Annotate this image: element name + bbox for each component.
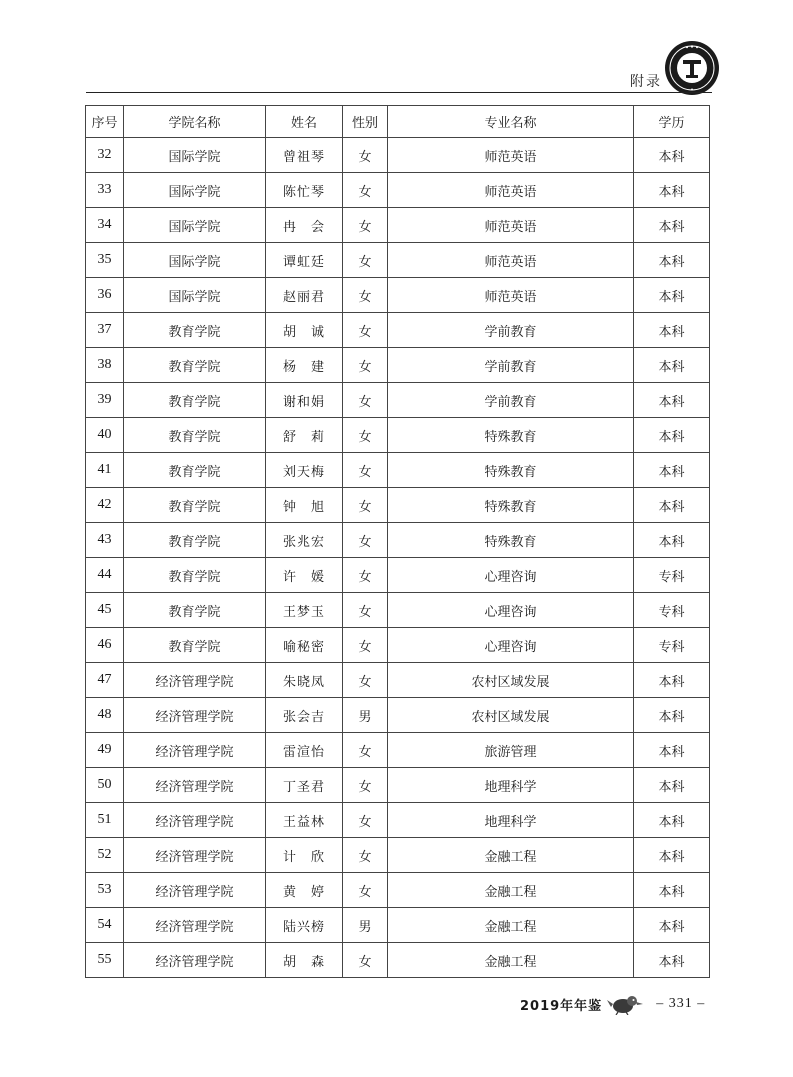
cell-name: 丁圣君 [266,768,343,803]
cell-degree: 本科 [634,453,710,488]
cell-college: 国际学院 [124,243,266,278]
mascot-icon [606,993,646,1015]
cell-major: 农村区域发展 [388,663,634,698]
cell-major: 地理科学 [388,768,634,803]
roster-table [85,105,710,978]
cell-index: 51 [86,803,124,838]
cell-degree: 本科 [634,418,710,453]
cell-major: 金融工程 [388,943,634,978]
cell-college: 经济管理学院 [124,663,266,698]
section-label: 附录 [630,74,662,90]
cell-degree: 本科 [634,348,710,383]
cell-degree: 本科 [634,243,710,278]
cell-gender: 女 [343,628,388,663]
table-row [86,208,710,243]
cell-name: 张兆宏 [266,523,343,558]
cell-degree: 本科 [634,208,710,243]
cell-college: 国际学院 [124,173,266,208]
cell-major: 师范英语 [388,243,634,278]
cell-gender: 女 [343,873,388,908]
page-footer [520,991,705,1017]
cell-major: 心理咨询 [388,628,634,663]
cell-major: 师范英语 [388,278,634,313]
cell-index: 41 [86,453,124,488]
cell-degree: 本科 [634,523,710,558]
university-seal-icon [664,40,720,96]
column-header-name: 姓名 [266,106,343,138]
table-row [86,698,710,733]
cell-name: 舒 莉 [266,418,343,453]
table-row [86,873,710,908]
table-row [86,348,710,383]
cell-gender: 女 [343,488,388,523]
table-row [86,593,710,628]
column-header-index: 序号 [86,106,124,138]
cell-name: 王益林 [266,803,343,838]
cell-degree: 本科 [634,278,710,313]
table-row [86,628,710,663]
cell-college: 教育学院 [124,418,266,453]
cell-name: 杨 建 [266,348,343,383]
cell-index: 42 [86,488,124,523]
cell-name: 雷渲怡 [266,733,343,768]
cell-index: 36 [86,278,124,313]
cell-college: 经济管理学院 [124,768,266,803]
cell-index: 33 [86,173,124,208]
cell-name: 黄 婷 [266,873,343,908]
cell-degree: 本科 [634,803,710,838]
cell-college: 教育学院 [124,348,266,383]
cell-index: 35 [86,243,124,278]
cell-degree: 本科 [634,698,710,733]
cell-name: 计 欣 [266,838,343,873]
cell-degree: 专科 [634,558,710,593]
cell-college: 国际学院 [124,278,266,313]
cell-major: 心理咨询 [388,593,634,628]
cell-major: 旅游管理 [388,733,634,768]
cell-gender: 女 [343,838,388,873]
cell-name: 王梦玉 [266,593,343,628]
cell-degree: 本科 [634,313,710,348]
cell-gender: 男 [343,908,388,943]
cell-degree: 本科 [634,908,710,943]
cell-name: 喻秘密 [266,628,343,663]
cell-gender: 女 [343,243,388,278]
cell-gender: 女 [343,733,388,768]
cell-major: 心理咨询 [388,558,634,593]
cell-college: 国际学院 [124,208,266,243]
cell-gender: 女 [343,663,388,698]
cell-major: 师范英语 [388,138,634,173]
table-row [86,733,710,768]
table-row [86,803,710,838]
cell-degree: 本科 [634,943,710,978]
cell-gender: 女 [343,313,388,348]
cell-index: 52 [86,838,124,873]
cell-degree: 本科 [634,733,710,768]
cell-major: 学前教育 [388,383,634,418]
table-row [86,138,710,173]
cell-degree: 本科 [634,768,710,803]
cell-name: 刘天梅 [266,453,343,488]
cell-gender: 女 [343,558,388,593]
cell-name: 冉 会 [266,208,343,243]
cell-degree: 专科 [634,628,710,663]
cell-college: 经济管理学院 [124,943,266,978]
cell-index: 43 [86,523,124,558]
cell-index: 49 [86,733,124,768]
cell-degree: 本科 [634,873,710,908]
table-row [86,453,710,488]
table-row [86,558,710,593]
cell-name: 赵丽君 [266,278,343,313]
cell-index: 45 [86,593,124,628]
cell-index: 54 [86,908,124,943]
table-row [86,838,710,873]
cell-name: 张会吉 [266,698,343,733]
cell-gender: 女 [343,138,388,173]
cell-college: 经济管理学院 [124,908,266,943]
table-row [86,908,710,943]
table-row [86,488,710,523]
table-row [86,173,710,208]
cell-college: 经济管理学院 [124,733,266,768]
cell-name: 胡 诚 [266,313,343,348]
cell-major: 特殊教育 [388,488,634,523]
table-row [86,278,710,313]
cell-college: 教育学院 [124,488,266,523]
cell-index: 48 [86,698,124,733]
cell-degree: 本科 [634,138,710,173]
cell-gender: 女 [343,803,388,838]
cell-gender: 女 [343,768,388,803]
cell-gender: 女 [343,593,388,628]
column-header-gender: 性别 [343,106,388,138]
page-number: – 331 – [656,996,706,1011]
table-row [86,943,710,978]
cell-name: 谭虹廷 [266,243,343,278]
cell-college: 教育学院 [124,593,266,628]
cell-college: 经济管理学院 [124,803,266,838]
cell-college: 教育学院 [124,383,266,418]
cell-index: 50 [86,768,124,803]
cell-major: 师范英语 [388,208,634,243]
cell-major: 师范英语 [388,173,634,208]
cell-index: 39 [86,383,124,418]
cell-degree: 本科 [634,838,710,873]
cell-gender: 女 [343,453,388,488]
cell-index: 40 [86,418,124,453]
cell-major: 金融工程 [388,873,634,908]
cell-index: 55 [86,943,124,978]
cell-degree: 本科 [634,488,710,523]
table-row [86,523,710,558]
cell-name: 许 媛 [266,558,343,593]
cell-index: 53 [86,873,124,908]
cell-major: 地理科学 [388,803,634,838]
table-row [86,418,710,453]
cell-index: 46 [86,628,124,663]
cell-college: 教育学院 [124,313,266,348]
cell-index: 34 [86,208,124,243]
cell-major: 学前教育 [388,348,634,383]
cell-degree: 本科 [634,663,710,698]
header-rule [86,92,712,93]
table-row [86,313,710,348]
cell-index: 37 [86,313,124,348]
cell-college: 经济管理学院 [124,873,266,908]
table-header-row [86,106,710,138]
column-header-degree: 学历 [634,106,710,138]
cell-major: 学前教育 [388,313,634,348]
cell-degree: 本科 [634,383,710,418]
cell-degree: 本科 [634,173,710,208]
cell-major: 特殊教育 [388,418,634,453]
cell-college: 经济管理学院 [124,698,266,733]
cell-name: 朱晓凤 [266,663,343,698]
yearbook-title: 2019年年鉴 [520,998,603,1014]
cell-major: 农村区域发展 [388,698,634,733]
cell-gender: 女 [343,943,388,978]
cell-gender: 女 [343,278,388,313]
cell-major: 特殊教育 [388,453,634,488]
cell-gender: 女 [343,418,388,453]
cell-index: 47 [86,663,124,698]
cell-name: 谢和娟 [266,383,343,418]
cell-name: 陈忙琴 [266,173,343,208]
cell-college: 教育学院 [124,453,266,488]
cell-college: 国际学院 [124,138,266,173]
cell-index: 38 [86,348,124,383]
cell-gender: 女 [343,208,388,243]
table-row [86,768,710,803]
cell-college: 教育学院 [124,558,266,593]
cell-gender: 女 [343,173,388,208]
cell-gender: 女 [343,523,388,558]
cell-college: 教育学院 [124,628,266,663]
cell-gender: 女 [343,383,388,418]
column-header-major: 专业名称 [388,106,634,138]
table-row [86,663,710,698]
cell-major: 特殊教育 [388,523,634,558]
table-row [86,383,710,418]
cell-college: 教育学院 [124,523,266,558]
cell-gender: 男 [343,698,388,733]
column-header-college: 学院名称 [124,106,266,138]
cell-degree: 专科 [634,593,710,628]
cell-name: 胡 森 [266,943,343,978]
cell-major: 金融工程 [388,838,634,873]
cell-index: 44 [86,558,124,593]
cell-index: 32 [86,138,124,173]
cell-name: 曾祖琴 [266,138,343,173]
cell-major: 金融工程 [388,908,634,943]
cell-gender: 女 [343,348,388,383]
cell-college: 经济管理学院 [124,838,266,873]
cell-name: 陆兴榜 [266,908,343,943]
cell-name: 钟 旭 [266,488,343,523]
table-row [86,243,710,278]
